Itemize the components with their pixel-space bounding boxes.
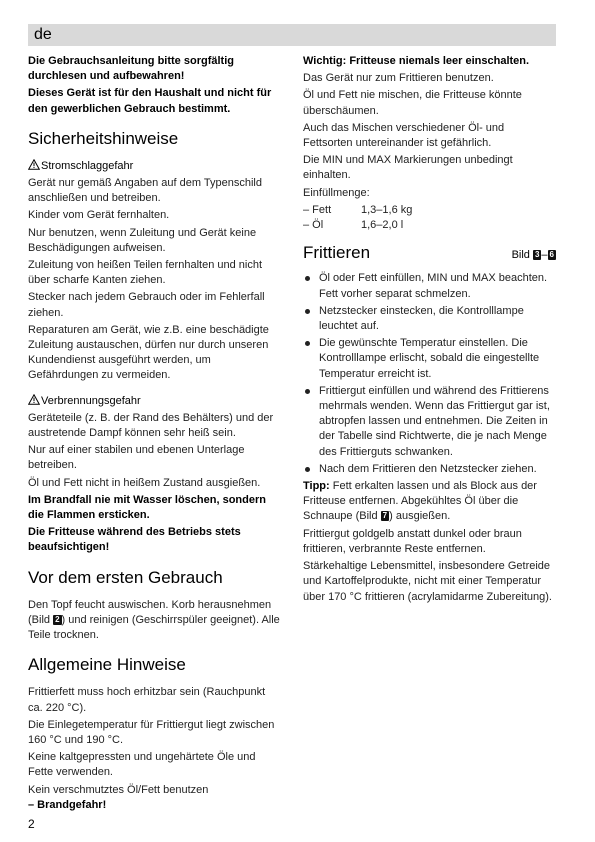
figure-dash: –: [541, 249, 548, 262]
list-item: Frittiergut einfüllen und während des Frittierens mehrmals wenden. Wenn das Frittiergut gar ist, abtropfen lassen und entnehmen. Die Zeiten in der Tabelle sind Richtwerte, die je nach Menge des Frittierguts schwanken.: [303, 384, 556, 460]
fill-row: [303, 218, 556, 233]
burn-subheading: [28, 394, 282, 409]
shock-para: Gerät nur gemäß Angaben auf dem Typenschild anschließen und betreiben.: [28, 177, 262, 205]
figure-badge: 3: [534, 250, 540, 260]
first-use-text-end: ) und reinigen (Geschirrspüler geeignet). Alle Teile trocknen.: [28, 613, 280, 642]
general-para: Die Einlegetemperatur für Frittiergut liegt zwischen 160 °C und 190 °C.: [28, 718, 275, 746]
first-use-text: Den Topf feucht auswischen. Korb herausnehmen (Bild: [28, 598, 272, 626]
tip-text-end: ) ausgießen.: [389, 510, 451, 523]
fill-amount: 1,6–2,0 l: [361, 219, 404, 232]
fill-label: Einfüllmenge:: [303, 186, 370, 199]
fill-amount: 1,3–1,6 kg: [361, 203, 413, 216]
shock-para: Stecker nach jedem Gebrauch oder im Fehlerfall ziehen.: [28, 291, 265, 319]
burn-title: Verbrennungsgefahr: [41, 394, 141, 407]
fill-type: – Öl: [303, 219, 324, 232]
list-item: Netzstecker einstecken, die Kontrolllampe leuchtet auf.: [303, 304, 556, 334]
shock-title: Stromschlaggefahr: [41, 159, 134, 172]
frying-heading-row: [303, 243, 556, 263]
general-para: Keine kaltgepressten und ungehärtete Öle und Fette verwenden.: [28, 751, 256, 779]
figure-reference: [512, 248, 556, 263]
burn-bold-supervise: Die Fritteuse während des Betriebs stets beaufsichtigen!: [28, 526, 241, 554]
shock-para: Kinder vom Gerät fernhalten.: [28, 209, 170, 222]
intro-household-use: Dieses Gerät ist für den Haushalt und nicht für den gewerblichen Gebrauch bestimmt.: [28, 87, 272, 115]
right-column: [303, 54, 556, 607]
burn-bold-fire: Im Brandfall nie mit Wasser löschen, sondern die Flammen ersticken.: [28, 493, 266, 522]
fill-row: [303, 203, 556, 218]
closing-para: Stärkehaltige Lebensmittel, insbesondere Getreide und Kartoffelprodukte, nicht mit einer Temperatur über 170 °C frittieren (acrylamidarme Zubereitung).: [303, 560, 552, 603]
general-para-last: [28, 783, 282, 813]
intro-read-instructions: Die Gebrauchsanleitung bitte sorgfältig durchlesen und aufbewahren!: [28, 55, 234, 83]
tip-label: Tipp:: [303, 480, 330, 493]
figure-label: Bild: [511, 249, 530, 262]
closing-para: Frittiergut goldgelb anstatt dunkel oder braun frittieren, verbrannte Reste entfernen.: [303, 527, 522, 555]
warning-triangle-icon: [28, 159, 40, 170]
page-number: 2: [28, 817, 35, 831]
warning-para: Das Gerät nur zum Frittieren benutzen.: [303, 72, 494, 85]
figure-badge: 6: [549, 250, 554, 260]
burn-para: Geräteteile (z. B. der Rand des Behälters) und der austretende Dampf können sehr heiß sein.: [28, 411, 274, 440]
shock-para: Nur benutzen, wenn Zuleitung und Gerät keine Beschädigungen aufweisen.: [28, 226, 257, 254]
left-column: [28, 54, 282, 815]
fire-hazard-text: – Brandgefahr!: [28, 798, 107, 811]
general-last-text: Kein verschmutztes Öl/Fett benutzen: [28, 783, 209, 796]
frying-steps-list: [303, 271, 556, 477]
fill-type: – Fett: [303, 203, 332, 216]
general-heading: Allgemeine Hinweise: [28, 655, 186, 675]
first-use-heading: Vor dem ersten Gebrauch: [28, 567, 223, 587]
language-code: de: [34, 26, 52, 43]
list-item: Die gewünschte Temperatur einstellen. Die Kontrolllampe erlischt, sobald die eingestellte Temperatur erreicht ist.: [303, 336, 556, 382]
list-item: Öl oder Fett einfüllen, MIN und MAX beachten. Fett vorher separat schmelzen.: [303, 271, 556, 301]
warning-para: Die MIN und MAX Markierungen unbedingt einhalten.: [303, 154, 513, 182]
general-para: Frittierfett muss hoch erhitzbar sein (Rauchpunkt ca. 220 °C).: [28, 686, 266, 714]
shock-subheading: [28, 159, 282, 174]
tip-text: Fett erkalten lassen und als Block aus der Fritteuse entfernen. Abgekühltes Öl über die Schnaupe (Bild: [303, 480, 537, 523]
safety-heading: Sicherheitshinweise: [28, 128, 179, 148]
figure-badge: 7: [382, 511, 388, 521]
warning-para: Auch das Mischen verschiedener Öl- und Fettsorten untereinander ist gefährlich.: [303, 121, 505, 150]
figure-badge: 2: [55, 614, 60, 624]
warning-triangle-icon: [28, 394, 40, 405]
list-item: Nach dem Frittieren den Netzstecker ziehen.: [303, 462, 556, 477]
warning-para: Öl und Fett nie mischen, die Fritteuse könnte überschäumen.: [303, 89, 522, 117]
shock-para: Reparaturen am Gerät, wie z.B. eine beschädigte Zuleitung austauschen, dürfen nur durch unseren Kundendienst ausgeführt werden, um Gefährdungen zu vermeiden.: [28, 323, 269, 382]
first-use-para: [28, 598, 282, 644]
language-bar: [28, 24, 556, 46]
burn-para: Öl und Fett nicht in heißem Zustand ausgießen.: [28, 476, 261, 489]
burn-para: Nur auf einer stabilen und ebenen Unterlage betreiben.: [28, 444, 245, 472]
tip-para: [303, 479, 556, 525]
warning-never-empty: Wichtig: Fritteuse niemals leer einschalten.: [303, 55, 530, 67]
shock-para: Zuleitung von heißen Teilen fernhalten und nicht über scharfe Kanten ziehen.: [28, 259, 263, 287]
frying-heading: Frittieren: [303, 243, 371, 263]
